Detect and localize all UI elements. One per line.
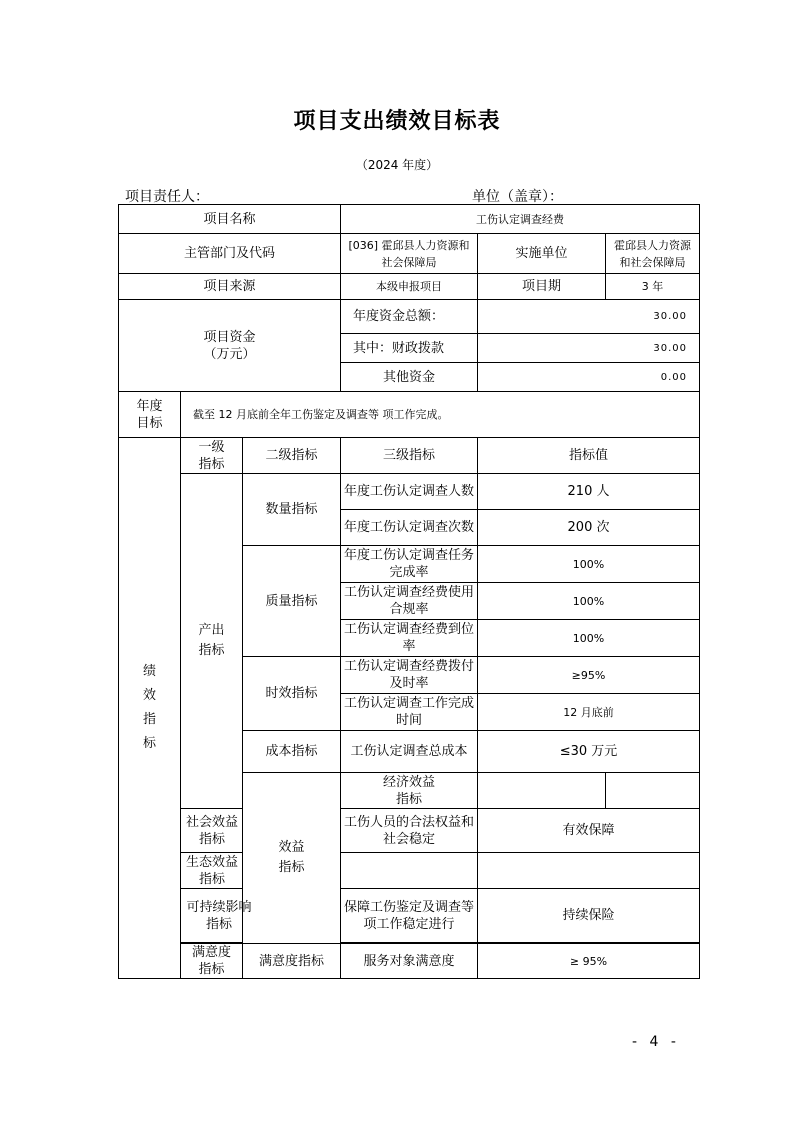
- dept-code-label: 主管部门及代码: [119, 234, 341, 274]
- indicator-name: 工伤认定调查经费使用合规率: [341, 583, 478, 620]
- benefit-indicator-label: 效益指标: [243, 773, 341, 944]
- indicator-name: 工伤认定调查工作完成时间: [341, 694, 478, 731]
- ecological-benefit-label: 生态效益指标: [181, 853, 243, 889]
- annual-goal-text: 截至 12 月底前全年工伤鉴定及调查等 项工作完成。: [181, 392, 700, 438]
- annual-total-value: 30.00: [478, 300, 700, 334]
- indicator-value: ≥95%: [478, 657, 700, 694]
- document-title: 项目支出绩效目标表: [293, 109, 501, 134]
- indicator-value: 100%: [478, 583, 700, 620]
- indicator-name: 服务对象满意度: [341, 944, 478, 979]
- header-level1: 一级指标: [181, 438, 243, 474]
- sustainable-impact-label: 可持续影响指标: [181, 889, 243, 943]
- indicator-name-empty: [341, 853, 478, 889]
- indicator-name: 工伤认定调查经费拨付及时率: [341, 657, 478, 694]
- satisfaction-sub-label: 满意度指标: [243, 944, 341, 979]
- quantity-indicator-label: 数量指标: [243, 474, 341, 546]
- indicator-value: 100%: [478, 620, 700, 657]
- indicator-value-empty: [606, 773, 700, 809]
- project-name-value: 工伤认定调查经费: [341, 205, 700, 234]
- indicator-value: 12 月底前: [478, 694, 700, 731]
- dept-code-value: [036] 霍邱县人力资源和社会保障局: [341, 234, 478, 274]
- other-funds-label: 其他资金: [341, 363, 478, 392]
- indicator-value: ≤30 万元: [478, 731, 700, 773]
- header-level3: 三级指标: [341, 438, 478, 474]
- indicator-value: 有效保障: [478, 809, 700, 853]
- indicator-name: 工伤人员的合法权益和社会稳定: [341, 809, 478, 853]
- project-funds-label: [119, 300, 341, 392]
- fiscal-funds-label: 其中：财政拨款: [341, 334, 478, 363]
- other-funds-value: 0.00: [478, 363, 700, 392]
- project-source-value: 本级申报项目: [341, 274, 478, 300]
- indicator-value: ≥ 95%: [478, 944, 700, 979]
- indicator-value: 200 次: [478, 510, 700, 546]
- indicator-name: 年度工伤认定调查次数: [341, 510, 478, 546]
- indicator-name: 年度工伤认定调查人数: [341, 474, 478, 510]
- indicator-name: 工伤认定调查总成本: [341, 731, 478, 773]
- project-funds-label-line1: 项目资金: [203, 329, 256, 345]
- indicator-name-empty: [478, 773, 606, 809]
- indicator-value: 持续保险: [478, 889, 700, 943]
- impl-unit-value: 霍邱县人力资源和社会保障局: [606, 234, 700, 274]
- indicator-name: 工伤认定调查经费到位率: [341, 620, 478, 657]
- project-name-label: 项目名称: [119, 205, 341, 234]
- project-period-value: 3 年: [606, 274, 700, 300]
- performance-target-table: [118, 204, 700, 979]
- indicator-name: 年度工伤认定调查任务完成率: [341, 546, 478, 583]
- annual-total-label: 年度资金总额：: [341, 300, 478, 334]
- timeliness-indicator-label: 时效指标: [243, 657, 341, 731]
- social-benefit-label: 社会效益指标: [181, 809, 243, 853]
- indicator-value: 210 人: [478, 474, 700, 510]
- project-funds-label-line2: （万元）: [203, 346, 256, 362]
- year-label: （2024 年度）: [355, 158, 439, 172]
- header-level2: 二级指标: [243, 438, 341, 474]
- annual-goal-label: 年度目标: [119, 392, 181, 438]
- project-source-label: 项目来源: [119, 274, 341, 300]
- indicator-name: 保障工伤鉴定及调查等项工作稳定进行: [341, 889, 478, 943]
- indicator-value: 100%: [478, 546, 700, 583]
- impl-unit-label: 实施单位: [478, 234, 606, 274]
- output-indicator-label: 产出指标: [181, 474, 243, 809]
- project-period-label: 项目期: [478, 274, 606, 300]
- responsible-person-label: 项目责任人：: [125, 189, 209, 205]
- fiscal-funds-value: 30.00: [478, 334, 700, 363]
- cost-indicator-label: 成本指标: [243, 731, 341, 773]
- unit-seal-label: 单位（盖章）：: [472, 189, 563, 205]
- page-number: - 4 -: [632, 1034, 680, 1050]
- satisfaction-indicator-label: 满意度指标: [181, 944, 243, 979]
- performance-indicators-label: 绩效指标: [119, 438, 181, 979]
- quality-indicator-label: 质量指标: [243, 546, 341, 657]
- indicator-value-empty: [478, 853, 700, 889]
- header-indicator-value: 指标值: [478, 438, 700, 474]
- economic-benefit-label: 经济效益指标: [341, 773, 478, 809]
